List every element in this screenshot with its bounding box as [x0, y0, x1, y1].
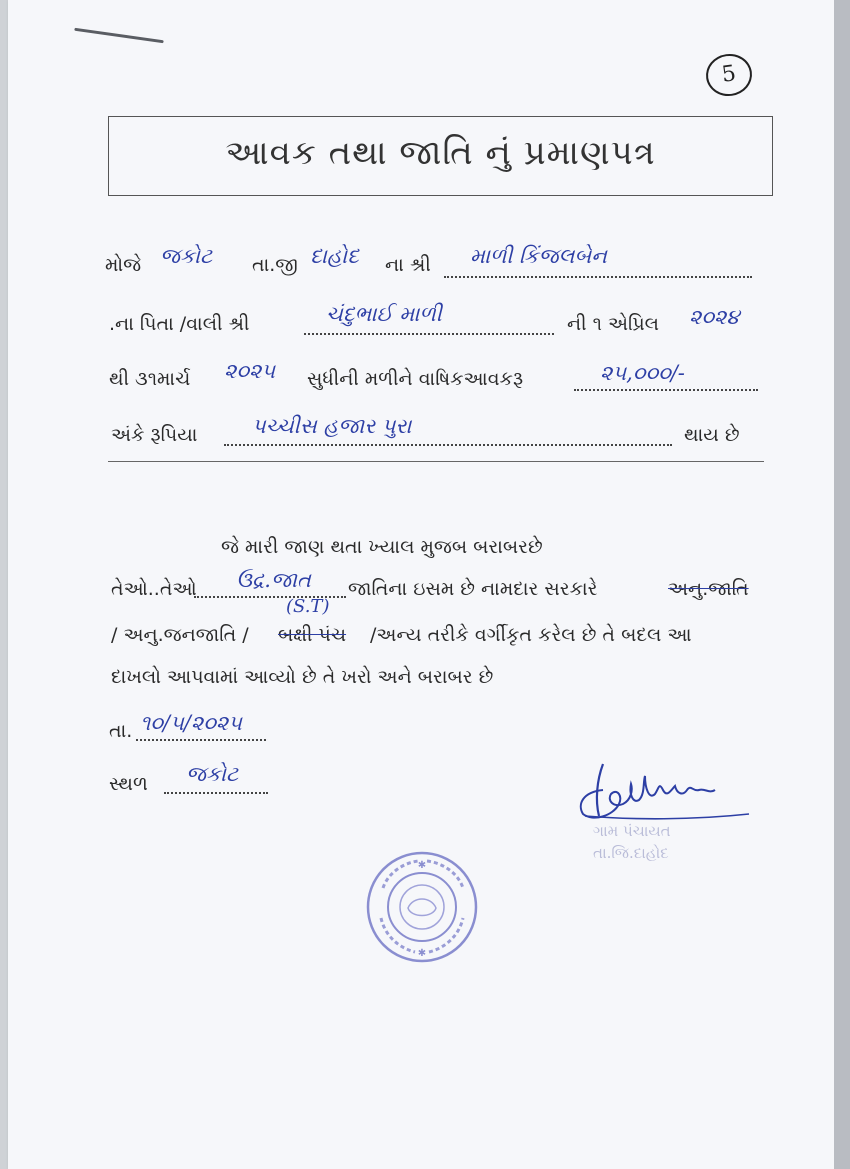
dotted-line [444, 276, 752, 278]
field-caste-note: (S.T) [286, 596, 330, 617]
official-seal-image [363, 848, 481, 966]
label-thay-chhe: થાય છે [684, 424, 740, 446]
page-title: આવક તથા જાતિ નું પ્રમાણપત્ર [225, 133, 656, 173]
label-march: થી ૩૧માર્ચ [109, 368, 191, 390]
field-year-to: ૨૦૨૫ [224, 359, 276, 383]
dotted-line [224, 444, 672, 446]
page-number: 5 [703, 51, 754, 99]
divider [108, 461, 764, 462]
field-father: ચંદુભાઈ માળી [326, 302, 442, 326]
label-rupees: અંકે રૂપિયા [111, 424, 198, 446]
signature-image [573, 760, 753, 830]
field-date: ૧૦/૫/૨૦૨૫ [140, 711, 242, 735]
faint-stamp-line: તા.જિ.દાહોદ [593, 844, 669, 862]
dotted-line [136, 739, 266, 741]
certificate-page [8, 0, 834, 1169]
field-district: દાહોદ [310, 244, 359, 268]
page-edge [834, 0, 850, 1169]
dotted-line [574, 389, 758, 391]
staple-mark [74, 28, 164, 43]
label-ta-ji: તા.જી [252, 254, 298, 276]
para-line-3a: / અનુ.જનજાતિ / [111, 624, 249, 646]
title-box [108, 116, 773, 196]
field-amount-words: પચ્ચીસ હજાર પુરા [252, 414, 412, 438]
para-line-2-mid: જાતિના ઇસમ છે નામદાર સરકારે [348, 578, 598, 600]
para-line-2-prefix: તેઓ..તેઓ [111, 578, 197, 600]
field-caste: ઉદ્ર.જાત [236, 568, 311, 592]
field-year-from: ૨૦૨૪ [689, 305, 740, 329]
label-april: ની ૧ એપ્રિલ [567, 313, 660, 335]
field-amount: ૨૫,૦૦૦/- [600, 361, 685, 385]
para-line-4: દાખલો આપવામાં આવ્યો છે તે ખરો અને બરાબર છે [111, 666, 494, 688]
para-line-1: જે મારી જાણ થતા ખ્યાલ મુજબ બરાબરછે [221, 536, 543, 558]
label-place: સ્થળ [109, 773, 148, 795]
field-name: માળી કિંજલબેન [470, 244, 607, 268]
field-place: જકોટ [186, 762, 239, 786]
label-father: .ના પિતા /વાલી શ્રી [109, 313, 250, 335]
faint-stamp-line: ગામ પંચાયત [593, 822, 671, 840]
label-income: સુધીની મળીને વાષિકઆવકરૂ [307, 368, 524, 390]
dotted-line [164, 792, 268, 794]
label-moje: મોજે [105, 254, 142, 276]
field-village: જકોટ [160, 244, 213, 268]
label-date: તા. [109, 720, 133, 742]
dotted-line [304, 333, 554, 335]
para-struck-obc: બક્ષી પંચ [278, 624, 347, 646]
svg-text:✱: ✱ [417, 948, 427, 959]
svg-text:✱: ✱ [417, 860, 427, 871]
para-struck-sc: અનુ.જાતિ [668, 578, 749, 600]
para-line-3b: /અન્ય તરીકે વર્ગીકૃત કરેલ છે તે બદલ આ [370, 624, 692, 646]
label-na-shri: ના શ્રી [385, 254, 431, 276]
